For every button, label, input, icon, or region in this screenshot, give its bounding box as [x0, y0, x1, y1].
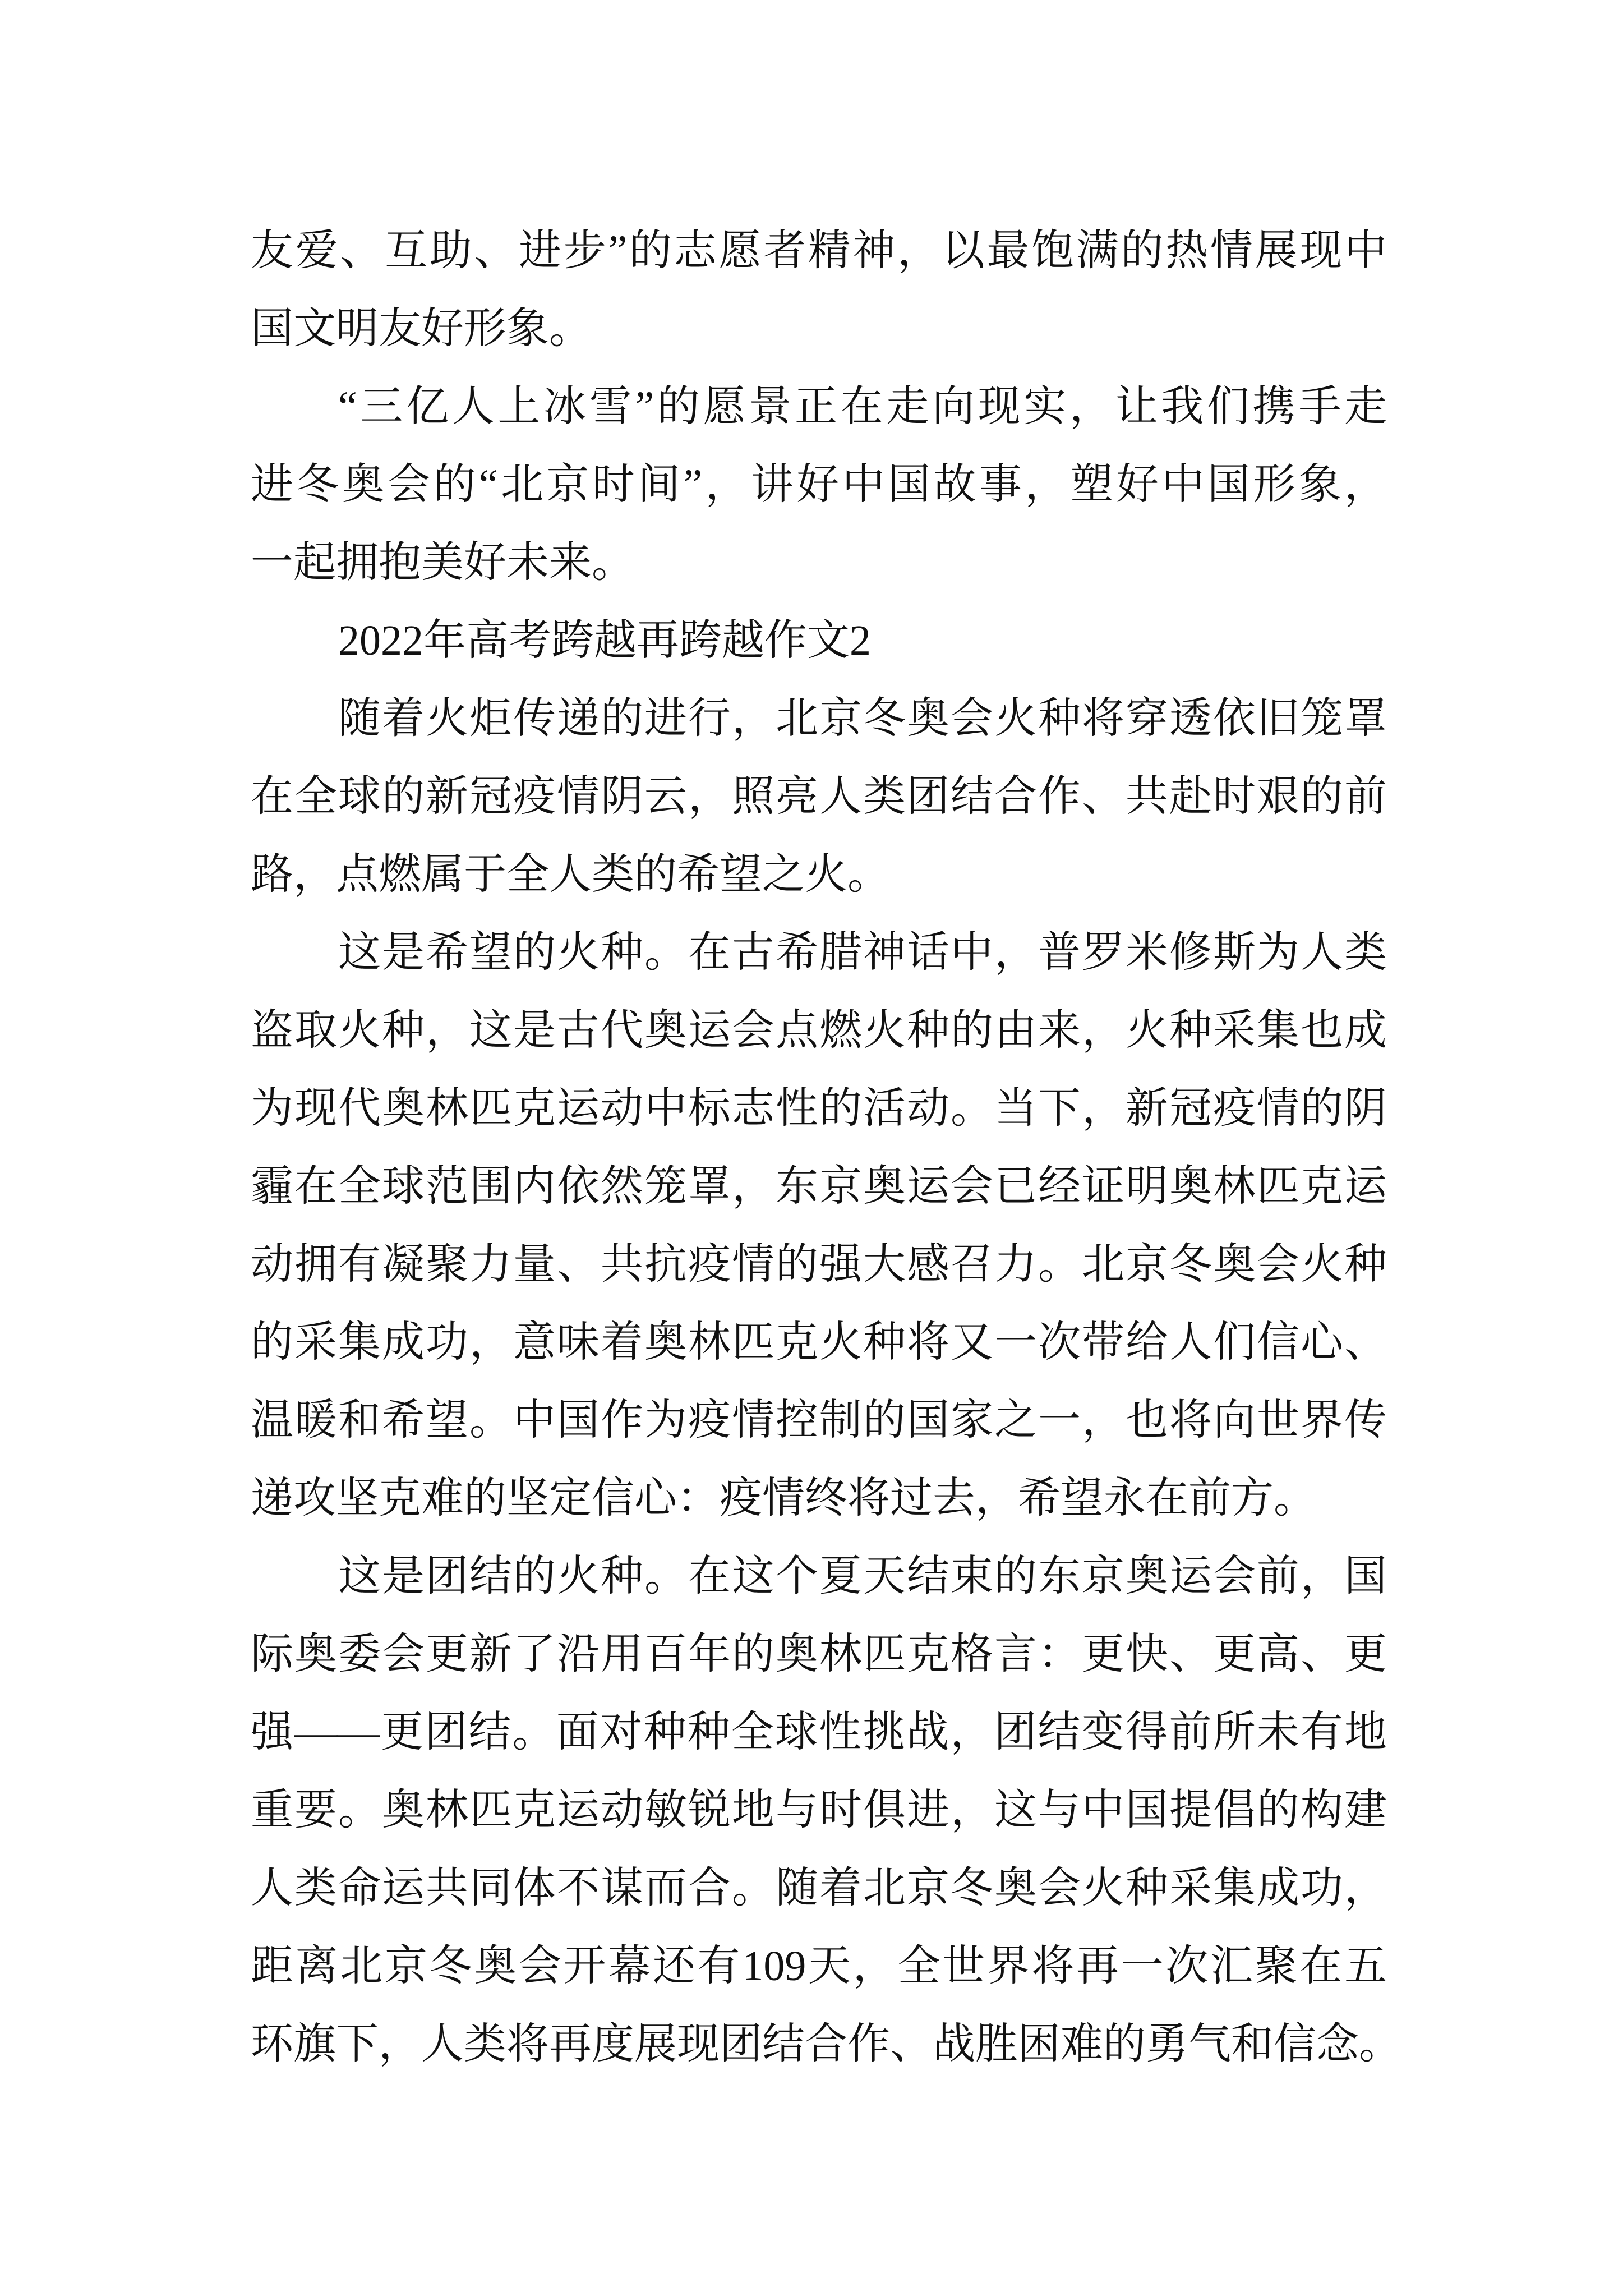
text-line: 环旗下，人类将再度展现团结合作、战胜困难的勇气和信念。 [251, 2021, 1401, 2068]
text-line: 人类命运共同体不谋而合。随着北京冬奥会火种采集成功， [251, 1865, 1387, 1912]
text-line: 重要。奥林匹克运动敏锐地与时俱进，这与中国提倡的构建 [251, 1787, 1387, 1834]
paragraph [251, 1538, 1401, 2083]
text-line: 一起拥抱美好未来。 [251, 539, 634, 586]
text-line: 递攻坚克难的坚定信心：疫情终将过去，希望永在前方。 [251, 1475, 1316, 1522]
text-line: 这是团结的火种。在这个夏天结束的东京奥运会前，国 [338, 1553, 1387, 1600]
text-line: 霾在全球范围内依然笼罩，东京奥运会已经证明奥林匹克运 [251, 1163, 1387, 1210]
paragraph [251, 212, 1387, 368]
text-line: 路，点燃属于全人类的希望之火。 [251, 851, 890, 898]
text-line: 为现代奥林匹克运动中标志性的活动。当下，新冠疫情的阴 [251, 1085, 1387, 1132]
paragraph [251, 914, 1387, 1538]
text-line: 温暖和希望。中国作为疫情控制的国家之一，也将向世界传 [251, 1397, 1387, 1444]
text-line: 这是希望的火种。在古希腊神话中，普罗米修斯为人类 [338, 929, 1387, 976]
paragraph [251, 680, 1387, 914]
paragraph [251, 368, 1387, 602]
heading-text: 2022年高考跨越再跨越作文2 [338, 617, 871, 664]
text-line: “三亿人上冰雪”的愿景正在走向现实，让我们携手走 [338, 383, 1387, 430]
text-line: 友爱、互助、进步”的志愿者精神，以最饱满的热情展现中 [251, 227, 1387, 274]
text-line: 在全球的新冠疫情阴云，照亮人类团结合作、共赴时艰的前 [251, 773, 1387, 820]
section-heading [251, 602, 1387, 680]
text-line: 动拥有凝聚力量、共抗疫情的强大感召力。北京冬奥会火种 [251, 1241, 1387, 1288]
document-body [251, 212, 1401, 2083]
text-line: 际奥委会更新了沿用百年的奥林匹克格言：更快、更高、更 [251, 1631, 1387, 1678]
text-line: 距离北京冬奥会开幕还有109天，全世界将再一次汇聚在五 [251, 1943, 1387, 1990]
text-line: 国文明友好形象。 [251, 305, 592, 352]
text-line: 的采集成功，意味着奥林匹克火种将又一次带给人们信心、 [251, 1319, 1387, 1366]
text-line: 进冬奥会的“北京时间”，讲好中国故事，塑好中国形象， [251, 461, 1387, 508]
text-line: 强——更团结。面对种种全球性挑战，团结变得前所未有地 [251, 1709, 1387, 1756]
text-line: 随着火炬传递的进行，北京冬奥会火种将穿透依旧笼罩 [338, 695, 1387, 742]
text-line: 盗取火种，这是古代奥运会点燃火种的由来，火种采集也成 [251, 1007, 1387, 1054]
